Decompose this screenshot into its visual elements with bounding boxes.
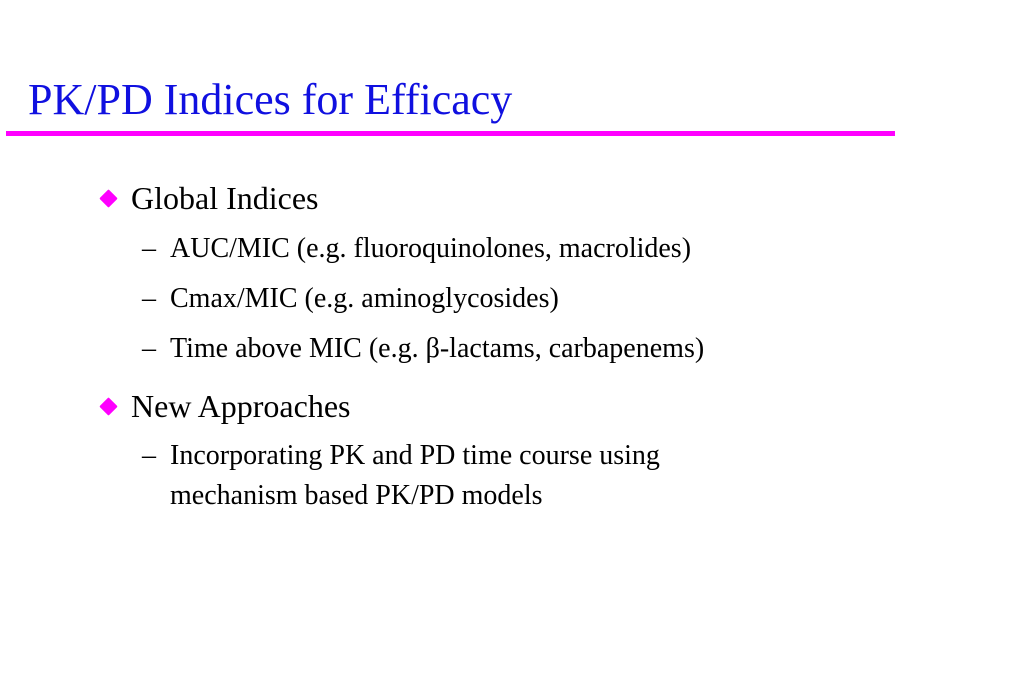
- sub-bullet-text-line-2: mechanism based PK/PD models: [170, 480, 543, 511]
- dash-marker: –: [142, 440, 156, 471]
- sub-bullet-time-above-mic: [98, 328, 978, 370]
- bullet-new-approaches: [98, 384, 978, 428]
- bullet-list: [98, 176, 978, 516]
- dash-marker: –: [142, 233, 156, 264]
- bullet-global-indices: [98, 176, 978, 220]
- title-underline: [6, 131, 895, 136]
- bullet-heading: New Approaches: [131, 388, 351, 424]
- dash-marker: –: [142, 333, 156, 364]
- sub-bullet-text-line-1: Incorporating PK and PD time course using: [170, 440, 660, 471]
- sub-bullet-auc-mic: [98, 228, 978, 270]
- sub-bullet-text: AUC/MIC (e.g. fluoroquinolones, macrolides): [170, 233, 692, 264]
- bullet-heading: Global Indices: [131, 180, 319, 216]
- dash-marker: –: [142, 283, 156, 314]
- slide-title: PK/PD Indices for Efficacy: [28, 75, 513, 124]
- sub-bullet-mechanism-models: [98, 436, 978, 516]
- diamond-bullet-icon: [99, 189, 117, 207]
- sub-bullet-text: Cmax/MIC (e.g. aminoglycosides): [170, 283, 559, 314]
- sub-bullet-text: Time above MIC (e.g. β-lactams, carbapenems): [170, 333, 705, 364]
- sub-bullet-cmax-mic: [98, 278, 978, 320]
- diamond-bullet-icon: [99, 397, 117, 415]
